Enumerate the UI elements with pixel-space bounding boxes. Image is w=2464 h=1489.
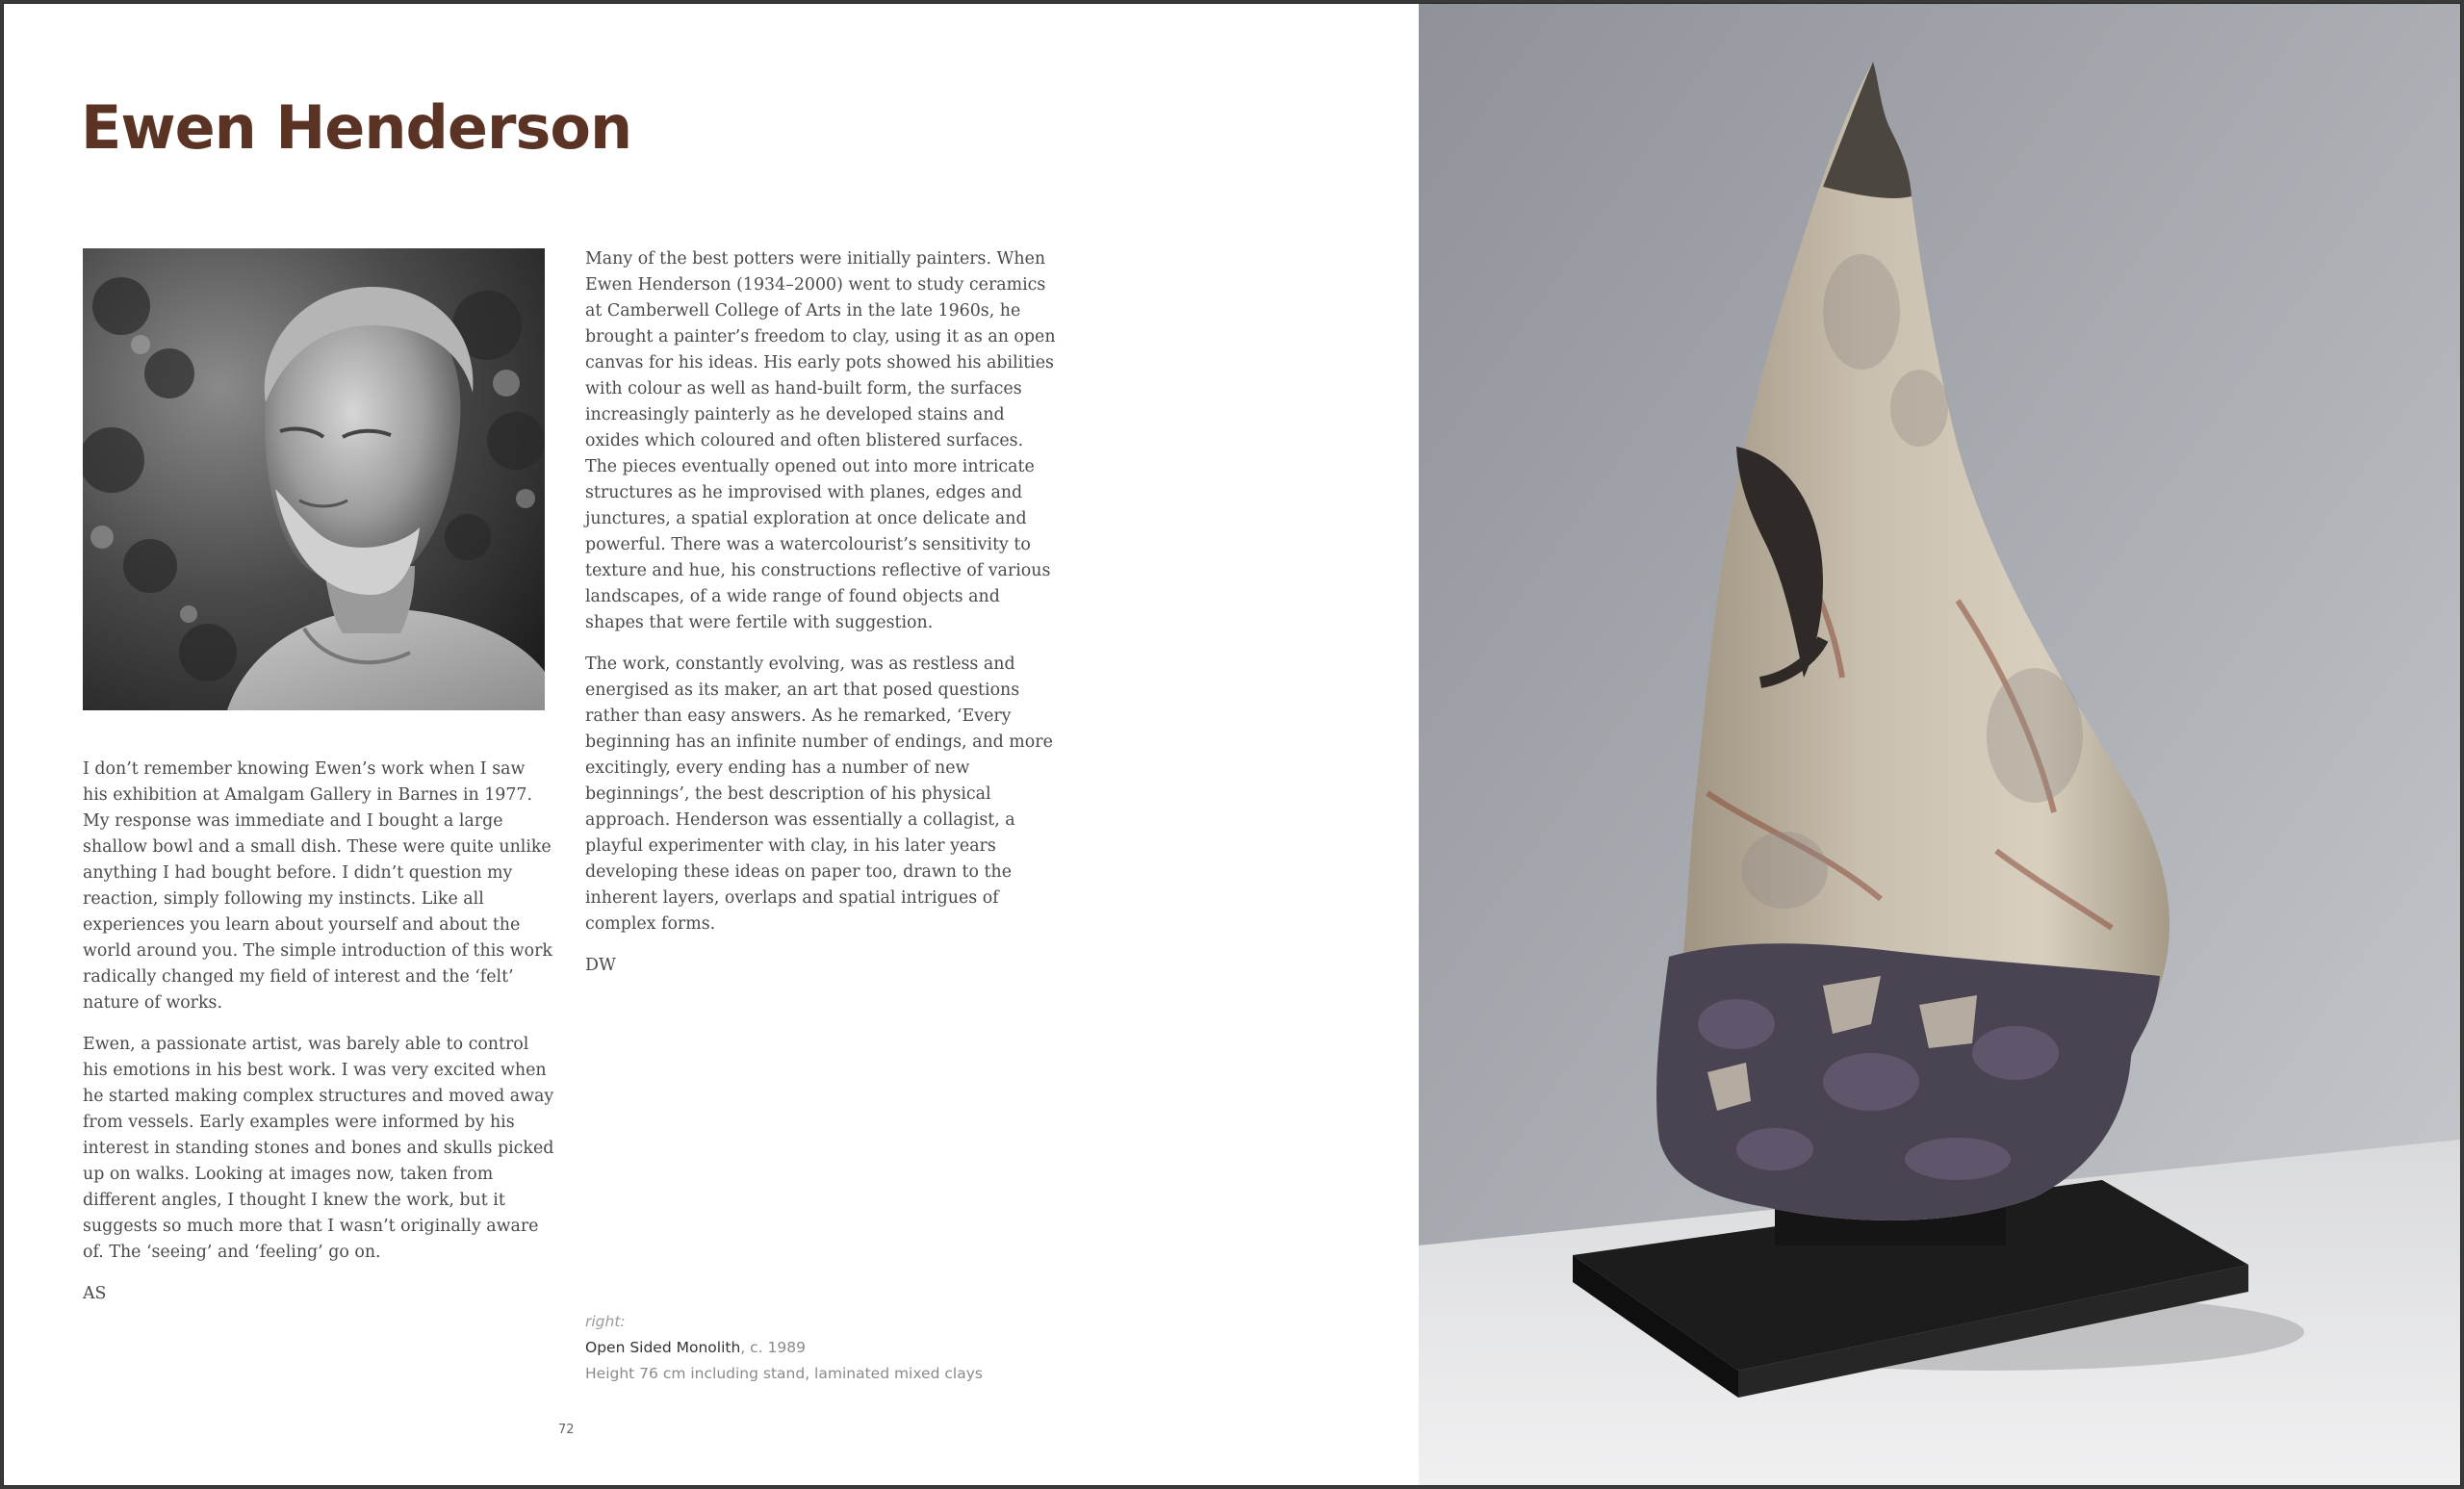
page-number: 72 — [558, 1423, 575, 1437]
caption-label: right: — [585, 1313, 626, 1330]
portrait-image — [83, 248, 545, 710]
right-author-initials: DW — [585, 956, 616, 975]
left-paragraph-2: Ewen, a passionate artist, was barely able to control his emotions in his best work. I was very excited when he started making complex structures and moved away from vessels. Early examples were informed by his interest in standing stones and bones and skulls picked up on walks. Looking at images now, taken from different angles, I thought I knew the work, but it suggests so much more that I wasn’t originally aware of. The ‘seeing’ and ‘feeling’ go on. — [83, 1035, 554, 1262]
right-page-sculpture-photo — [1419, 4, 2460, 1485]
left-text-column — [83, 757, 554, 1307]
artist-portrait-photo — [83, 248, 545, 710]
right-text-column — [585, 246, 1057, 979]
caption-date: , c. 1989 — [740, 1339, 806, 1356]
sculpture-image — [1419, 4, 2460, 1485]
left-author-initials: AS — [83, 1284, 107, 1303]
right-paragraph-1: Many of the best potters were initially painters. When Ewen Henderson (1934–2000) went to study ceramics at Camberwell College of Arts in the late 1960s, he brought a painter’s freedom to clay, using it as an open canvas for his ideas. His early pots showed his abilities with colour as well as hand-built form, the surfaces increasingly painterly as he developed stains and oxides which coloured and often blistered surfaces. The pieces eventually opened out into more intricate structures as he improvised with planes, edges and junctures, a spatial exploration at once delicate and powerful. There was a watercolourist’s sensitivity to texture and hue, his constructions reflective of various landscapes, of a wide range of found objects and shapes that were fertile with suggestion. — [585, 249, 1056, 632]
caption-work-title: Open Sided Monolith — [585, 1339, 741, 1356]
right-paragraph-2: The work, constantly evolving, was as restless and energised as its maker, an art that posed questions rather than easy answers. As he remarked, ‘Every beginning has an infinite number of endings, and more excitingly, every ending has a number of new beginnings’, the best description of his physical approach. Henderson was essentially a collagist, a playful experimenter with clay, in his later years developing these ideas on paper too, drawn to the inherent layers, overlaps and spatial intrigues of complex forms. — [585, 655, 1053, 934]
image-caption — [585, 1309, 1086, 1387]
book-spread — [4, 4, 2460, 1485]
caption-details: Height 76 cm including stand, laminated mixed clays — [585, 1365, 983, 1382]
left-page — [4, 4, 1419, 1485]
left-paragraph-1: I don’t remember knowing Ewen’s work when I saw his exhibition at Amalgam Gallery in Barnes in 1977. My response was immediate and I bought a large shallow bowl and a small dish. These were quite unlike anything I had bought before. I didn’t question my reaction, simply following my instincts. Like all experiences you learn about yourself and about the world around you. The simple introduction of this work radically changed my field of interest and the ‘felt’ nature of works. — [83, 759, 552, 1013]
caption-title-line — [585, 1335, 1086, 1361]
page-title: Ewen Henderson — [81, 92, 632, 163]
